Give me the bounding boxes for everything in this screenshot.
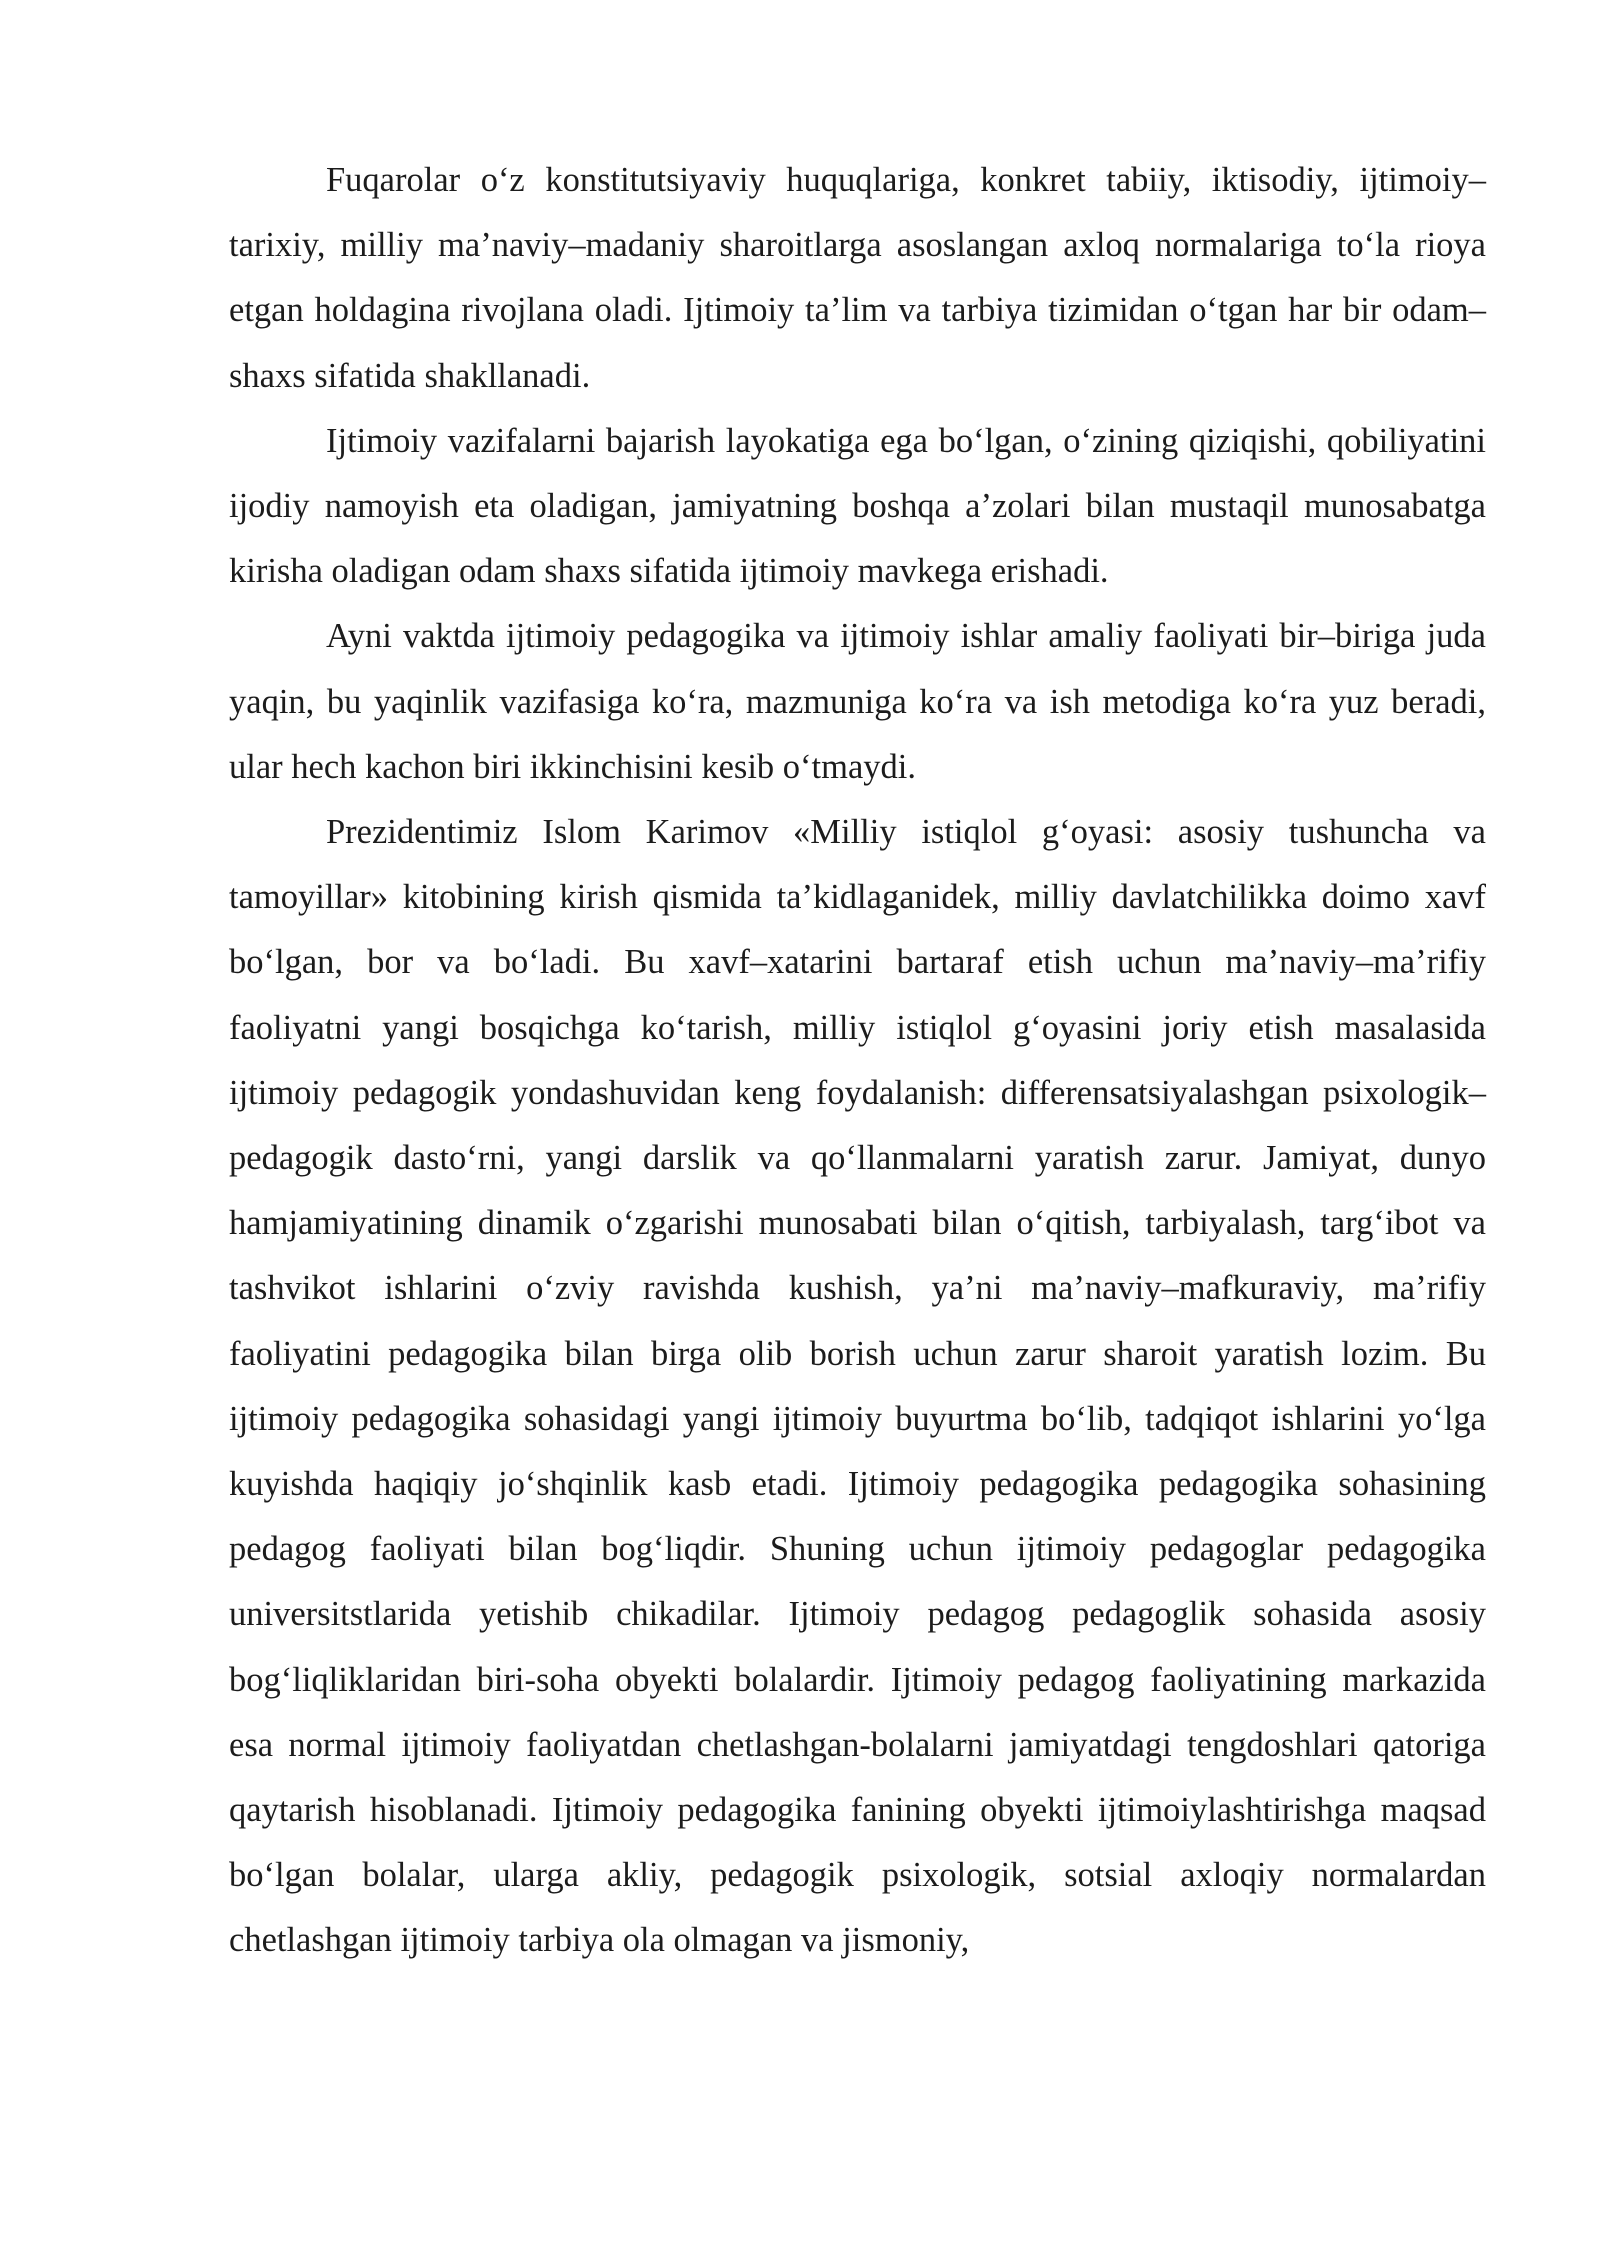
paragraph-1: Fuqarolar o‘z konstitutsiyaviy huquqlariga, konkret tabiiy, iktisodiy, ijtimoiy–tarixiy, milliy ma’naviy–madaniy sharoitlarga asoslangan axloq normalariga to‘la rioya etgan holdagina rivojlana oladi. Ijtimoiy ta’lim va tarbiya tizimidan o‘tgan har bir odam–shaxs sifatida shakllanadi.: [229, 161, 1486, 395]
document-body: [229, 148, 1486, 1974]
paragraph-4: Prezidentimiz Islom Karimov «Milliy istiqlol g‘oyasi: asosiy tushuncha va tamoyillar» kitobining kirish qismida ta’kidlaganidek, milliy davlatchilikka doimo xavf bo‘lgan, bor va bo‘ladi. Bu xavf–xatarini bartaraf etish uchun ma’naviy–ma’rifiy faoliyatni yangi bosqichga ko‘tarish, milliy istiqlol g‘oyasini joriy etish masalasida ijtimoiy pedagogik yondashuvidan keng foydalanish: differensatsiyalashgan psixologik–pedagogik dasto‘rni, yangi darslik va qo‘llanmalarni yaratish zarur. Jamiyat, dunyo hamjamiyatining dinamik o‘zgarishi munosabati bilan o‘qitish, tarbiyalash, targ‘ibot va tashvikot ishlarini o‘zviy ravishda kushish, ya’ni ma’naviy–mafkuraviy, ma’rifiy faoliyatini pedagogika bilan birga olib borish uchun zarur sharoit yaratish lozim. Bu ijtimoiy pedagogika sohasidagi yangi ijtimoiy buyurtma bo‘lib, tadqiqot ishlarini yo‘lga kuyishda haqiqiy jo‘shqinlik kasb etadi. Ijtimoiy pedagogika pedagogika sohasining pedagog faoliyati bilan bog‘liqdir. Shuning uchun ijtimoiy pedagoglar pedagogika universitstlarida yetishib chikadilar. Ijtimoiy pedagog pedagoglik sohasida asosiy bog‘liqliklaridan biri-soha obyekti bolalardir. Ijtimoiy pedagog faoliyatining markazida esa normal ijtimoiy faoliyatdan chetlashgan-bolalarni jamiyatdagi tengdoshlari qatoriga qaytarish hisoblanadi. Ijtimoiy pedagogika fanining obyekti ijtimoiylashtirishga maqsad bo‘lgan bolalar, ularga akliy, pedagogik psixologik, sotsial axloqiy normalardan chetlashgan ijtimoiy tarbiya ola olmagan va jismoniy,: [229, 813, 1486, 1960]
paragraph-2: Ijtimoiy vazifalarni bajarish layokatiga ega bo‘lgan, o‘zining qiziqishi, qobiliyatini ijodiy namoyish eta oladigan, jamiyatning boshqa a’zolari bilan mustaqil munosabatga kirisha oladigan odam shaxs sifatida ijtimoiy mavkega erishadi.: [229, 421, 1486, 591]
paragraph-3: Ayni vaktda ijtimoiy pedagogika va ijtimoiy ishlar amaliy faoliyati bir–biriga juda yaqin, bu yaqinlik vazifasiga ko‘ra, mazmuniga ko‘ra va ish metodiga ko‘ra yuz beradi, ular hech kachon biri ikkinchisini kesib o‘tmaydi.: [229, 617, 1486, 786]
